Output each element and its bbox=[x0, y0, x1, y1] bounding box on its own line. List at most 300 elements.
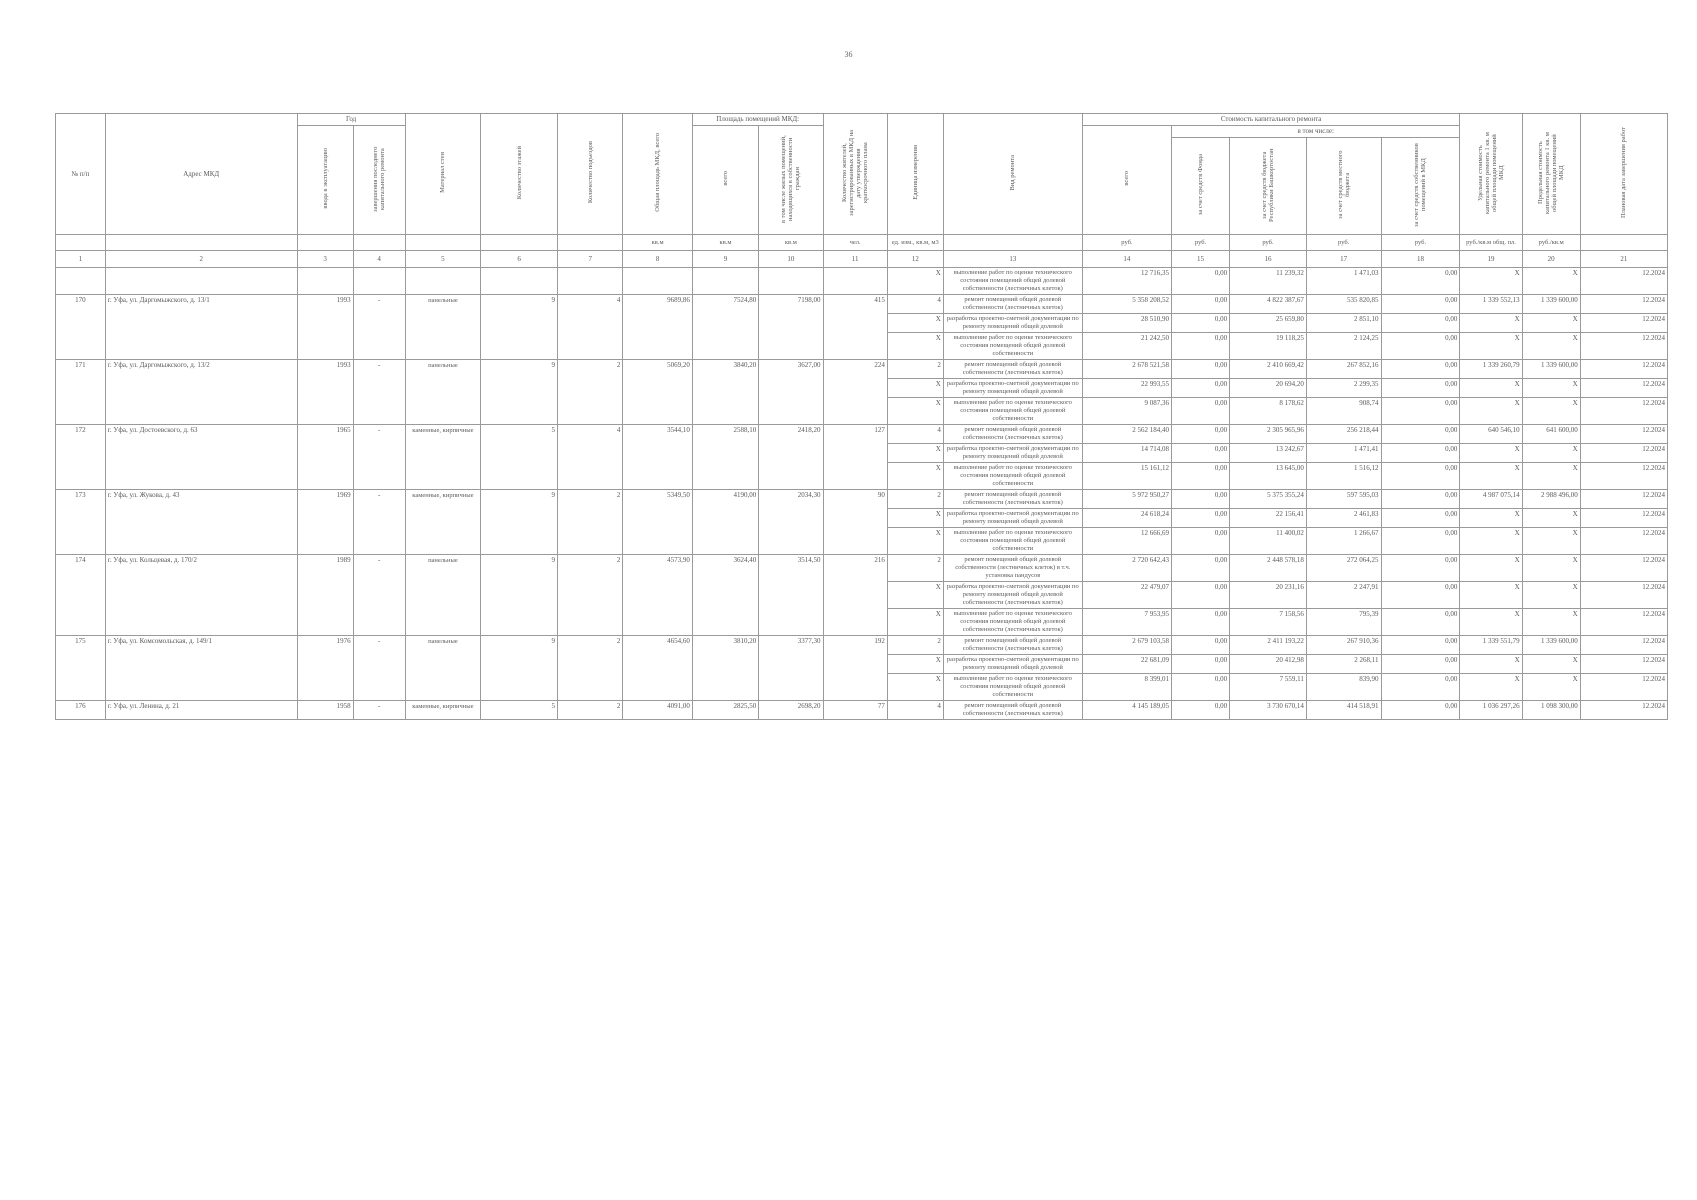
unit-cost-cell: X bbox=[1460, 379, 1522, 398]
col-area-residential: в том числе жилых помещений, находящихся в собственности граждан bbox=[759, 126, 823, 235]
plan-date-cell: 12.2024 bbox=[1580, 655, 1667, 674]
year-built-cell: 1976 bbox=[297, 636, 353, 701]
unit-cost-cell: X bbox=[1460, 609, 1522, 636]
repair-plan-sheet bbox=[55, 113, 1668, 720]
unit-cost-cell: X bbox=[1460, 674, 1522, 701]
unit-cell: руб. bbox=[1306, 235, 1381, 251]
limit-cost-cell: X bbox=[1522, 379, 1580, 398]
limit-cost-cell: X bbox=[1522, 444, 1580, 463]
repair-type-cell: ремонт помещений общей долевой собственности (лестничных клеток) bbox=[943, 360, 1082, 379]
residents-cell: 224 bbox=[823, 360, 887, 425]
col-cost-local: за счет средств местного бюджета bbox=[1306, 138, 1381, 235]
column-number-cell: 18 bbox=[1381, 251, 1460, 268]
area-residential-cell: 2698,20 bbox=[759, 701, 823, 720]
wall-material-cell: панельные bbox=[405, 360, 481, 425]
repair-type-cell: выполнение работ по оценке технического состояния помещений общей долевой собственности bbox=[943, 528, 1082, 555]
repair-type-cell: выполнение работ по оценке технического состояния помещений общей долевой собственности bbox=[943, 398, 1082, 425]
cost-total-cell: 22 681,09 bbox=[1082, 655, 1171, 674]
wall-material-cell: панельные bbox=[405, 636, 481, 701]
plan-date-cell: 12.2024 bbox=[1580, 490, 1667, 509]
residents-cell bbox=[823, 268, 887, 295]
cost-total-cell: 2 678 521,58 bbox=[1082, 360, 1171, 379]
cost-total-cell: 9 087,36 bbox=[1082, 398, 1171, 425]
cost-local-cell: 1 266,67 bbox=[1306, 528, 1381, 555]
house-address-cell: г. Уфа, ул. Ленина, д. 21 bbox=[105, 701, 297, 720]
repair-type-cell: ремонт помещений общей долевой собственности (лестничных клеток) bbox=[943, 701, 1082, 720]
cost-local-cell: 2 851,10 bbox=[1306, 314, 1381, 333]
area-total-cell: 3624,40 bbox=[692, 555, 758, 636]
cost-owners-cell: 0,00 bbox=[1381, 379, 1460, 398]
year-repair-cell: - bbox=[353, 701, 405, 720]
plan-date-cell: 12.2024 bbox=[1580, 701, 1667, 720]
cost-total-cell: 5 358 208,52 bbox=[1082, 295, 1171, 314]
year-repair-cell: - bbox=[353, 555, 405, 636]
entrances-cell: 4 bbox=[558, 425, 623, 490]
limit-cost-cell: X bbox=[1522, 555, 1580, 582]
unit-cost-cell: 1 339 552,13 bbox=[1460, 295, 1522, 314]
cost-republic-cell: 20 412,98 bbox=[1230, 655, 1307, 674]
table-row bbox=[56, 555, 1668, 582]
col-address: Адрес МКД bbox=[105, 114, 297, 235]
cost-total-cell: 4 145 189,05 bbox=[1082, 701, 1171, 720]
col-area-group: Площадь помещений МКД: bbox=[692, 114, 823, 126]
limit-cost-cell: 1 339 600,00 bbox=[1522, 295, 1580, 314]
col-incl: в том числе: bbox=[1172, 126, 1460, 138]
unit-cost-cell: X bbox=[1460, 555, 1522, 582]
residents-cell: 127 bbox=[823, 425, 887, 490]
wall-material-cell: каменные, кирпичные bbox=[405, 490, 481, 555]
house-address-cell bbox=[105, 268, 297, 295]
unit-cost-cell: X bbox=[1460, 268, 1522, 295]
cost-republic-cell: 25 659,80 bbox=[1230, 314, 1307, 333]
cost-total-cell: 2 720 642,43 bbox=[1082, 555, 1171, 582]
entrances-cell bbox=[558, 268, 623, 295]
year-repair-cell: - bbox=[353, 360, 405, 425]
total-area-cell bbox=[623, 268, 692, 295]
residents-cell: 90 bbox=[823, 490, 887, 555]
cost-fund-cell: 0,00 bbox=[1172, 398, 1230, 425]
plan-date-cell: 12.2024 bbox=[1580, 674, 1667, 701]
cost-local-cell: 839,90 bbox=[1306, 674, 1381, 701]
entrances-cell: 2 bbox=[558, 701, 623, 720]
unit-cell: кв.м bbox=[692, 235, 758, 251]
floors-cell: 5 bbox=[481, 701, 558, 720]
cost-local-cell: 2 268,11 bbox=[1306, 655, 1381, 674]
cost-local-cell: 414 518,91 bbox=[1306, 701, 1381, 720]
column-number-cell: 2 bbox=[105, 251, 297, 268]
cost-fund-cell: 0,00 bbox=[1172, 609, 1230, 636]
unit-cost-cell: 640 546,10 bbox=[1460, 425, 1522, 444]
cost-owners-cell: 0,00 bbox=[1381, 701, 1460, 720]
cost-owners-cell: 0,00 bbox=[1381, 314, 1460, 333]
plan-date-cell: 12.2024 bbox=[1580, 582, 1667, 609]
floors-cell bbox=[481, 268, 558, 295]
cost-fund-cell: 0,00 bbox=[1172, 444, 1230, 463]
cost-local-cell: 1 471,03 bbox=[1306, 268, 1381, 295]
year-built-cell: 1969 bbox=[297, 490, 353, 555]
plan-date-cell: 12.2024 bbox=[1580, 360, 1667, 379]
total-area-cell: 5349,50 bbox=[623, 490, 692, 555]
cost-fund-cell: 0,00 bbox=[1172, 314, 1230, 333]
limit-cost-cell: X bbox=[1522, 268, 1580, 295]
unit-cell: руб. bbox=[1230, 235, 1307, 251]
unit-cost-cell: X bbox=[1460, 314, 1522, 333]
cost-owners-cell: 0,00 bbox=[1381, 360, 1460, 379]
plan-date-cell: 12.2024 bbox=[1580, 333, 1667, 360]
house-number-cell: 176 bbox=[56, 701, 106, 720]
area-total-cell: 2825,50 bbox=[692, 701, 758, 720]
wall-material-cell: панельные bbox=[405, 555, 481, 636]
col-year-repair: завершения последнего капитального ремонта bbox=[353, 126, 405, 235]
unit-measure-cell: 2 bbox=[887, 360, 943, 379]
col-floors: Количество этажей bbox=[481, 114, 558, 235]
area-total-cell: 3840,20 bbox=[692, 360, 758, 425]
unit-cell bbox=[353, 235, 405, 251]
house-number-cell: 170 bbox=[56, 295, 106, 360]
col-entrances: Количество подъездов bbox=[558, 114, 623, 235]
unit-cost-cell: 1 036 297,26 bbox=[1460, 701, 1522, 720]
unit-cost-cell: 1 339 260,79 bbox=[1460, 360, 1522, 379]
cost-total-cell: 2 679 103,58 bbox=[1082, 636, 1171, 655]
house-address-cell: г. Уфа, ул. Достоевского, д. 63 bbox=[105, 425, 297, 490]
table-row bbox=[56, 295, 1668, 314]
year-repair-cell: - bbox=[353, 636, 405, 701]
cost-total-cell: 5 972 950,27 bbox=[1082, 490, 1171, 509]
year-built-cell: 1993 bbox=[297, 295, 353, 360]
col-plan-date: Плановая дата завершения работ bbox=[1580, 114, 1667, 235]
limit-cost-cell: X bbox=[1522, 655, 1580, 674]
repair-type-cell: выполнение работ по оценке технического состояния помещений общей долевой собственности bbox=[943, 333, 1082, 360]
cost-owners-cell: 0,00 bbox=[1381, 398, 1460, 425]
cost-republic-cell: 13 242,67 bbox=[1230, 444, 1307, 463]
column-number-cell: 20 bbox=[1522, 251, 1580, 268]
repair-type-cell: выполнение работ по оценке технического состояния помещений общей долевой собственности (лестничных клеток) bbox=[943, 268, 1082, 295]
column-number-cell: 6 bbox=[481, 251, 558, 268]
floors-cell: 9 bbox=[481, 636, 558, 701]
plan-date-cell: 12.2024 bbox=[1580, 555, 1667, 582]
column-number-cell: 8 bbox=[623, 251, 692, 268]
cost-fund-cell: 0,00 bbox=[1172, 674, 1230, 701]
year-built-cell: 1993 bbox=[297, 360, 353, 425]
unit-measure-cell: X bbox=[887, 655, 943, 674]
cost-total-cell: 14 714,08 bbox=[1082, 444, 1171, 463]
cost-republic-cell: 3 730 670,14 bbox=[1230, 701, 1307, 720]
wall-material-cell: каменные, кирпичные bbox=[405, 425, 481, 490]
unit-cell bbox=[405, 235, 481, 251]
repair-type-cell: ремонт помещений общей долевой собственности (лестничных клеток) bbox=[943, 295, 1082, 314]
col-total-area: Общая площадь МКД, всего bbox=[623, 114, 692, 235]
cost-republic-cell: 2 410 669,42 bbox=[1230, 360, 1307, 379]
plan-date-cell: 12.2024 bbox=[1580, 398, 1667, 425]
cost-total-cell: 28 510,90 bbox=[1082, 314, 1171, 333]
limit-cost-cell: X bbox=[1522, 528, 1580, 555]
col-cost-total: всего bbox=[1082, 126, 1171, 235]
wall-material-cell: панельные bbox=[405, 295, 481, 360]
unit-measure-cell: X bbox=[887, 674, 943, 701]
cost-total-cell: 2 562 184,40 bbox=[1082, 425, 1171, 444]
units-row bbox=[56, 235, 1668, 251]
floors-cell: 9 bbox=[481, 360, 558, 425]
column-number-cell: 17 bbox=[1306, 251, 1381, 268]
limit-cost-cell: X bbox=[1522, 582, 1580, 609]
unit-measure-cell: X bbox=[887, 463, 943, 490]
year-repair-cell: - bbox=[353, 490, 405, 555]
limit-cost-cell: X bbox=[1522, 509, 1580, 528]
house-number-cell: 171 bbox=[56, 360, 106, 425]
plan-date-cell: 12.2024 bbox=[1580, 463, 1667, 490]
unit-measure-cell: X bbox=[887, 398, 943, 425]
cost-republic-cell: 7 559,11 bbox=[1230, 674, 1307, 701]
col-idx: № п/п bbox=[56, 114, 106, 235]
cost-owners-cell: 0,00 bbox=[1381, 425, 1460, 444]
cost-fund-cell: 0,00 bbox=[1172, 701, 1230, 720]
unit-cell: руб./кв.м общ. пл. bbox=[1460, 235, 1522, 251]
year-repair-cell: - bbox=[353, 295, 405, 360]
unit-cell bbox=[297, 235, 353, 251]
limit-cost-cell: X bbox=[1522, 314, 1580, 333]
unit-measure-cell: X bbox=[887, 268, 943, 295]
unit-measure-cell: X bbox=[887, 379, 943, 398]
plan-date-cell: 12.2024 bbox=[1580, 444, 1667, 463]
unit-cell: руб./кв.м bbox=[1522, 235, 1580, 251]
plan-date-cell: 12.2024 bbox=[1580, 636, 1667, 655]
cost-total-cell: 8 399,01 bbox=[1082, 674, 1171, 701]
area-residential-cell bbox=[759, 268, 823, 295]
unit-measure-cell: 4 bbox=[887, 701, 943, 720]
unit-cell: чел. bbox=[823, 235, 887, 251]
house-number-cell: 172 bbox=[56, 425, 106, 490]
limit-cost-cell: 1 098 300,00 bbox=[1522, 701, 1580, 720]
cost-local-cell: 267 910,36 bbox=[1306, 636, 1381, 655]
cost-local-cell: 2 124,25 bbox=[1306, 333, 1381, 360]
cost-republic-cell: 11 400,02 bbox=[1230, 528, 1307, 555]
unit-cell: ед. изм., кв.м, м3 bbox=[887, 235, 943, 251]
unit-measure-cell: 2 bbox=[887, 555, 943, 582]
cost-fund-cell: 0,00 bbox=[1172, 655, 1230, 674]
entrances-cell: 2 bbox=[558, 636, 623, 701]
unit-cell: руб. bbox=[1381, 235, 1460, 251]
residents-cell: 192 bbox=[823, 636, 887, 701]
column-number-cell: 1 bbox=[56, 251, 106, 268]
area-residential-cell: 2034,30 bbox=[759, 490, 823, 555]
repair-type-cell: разработка проектно-сметной документации по ремонту помещений общей долевой bbox=[943, 509, 1082, 528]
col-repair-type: Вид ремонта bbox=[943, 114, 1082, 235]
limit-cost-cell: X bbox=[1522, 333, 1580, 360]
column-number-cell: 3 bbox=[297, 251, 353, 268]
col-residents: Количество жителей, зарегистрированных в МКД на дату утверждения краткосрочного плана bbox=[823, 114, 887, 235]
repair-type-cell: ремонт помещений общей долевой собственности (лестничных клеток) bbox=[943, 490, 1082, 509]
col-year-group: Год bbox=[297, 114, 405, 126]
cost-local-cell: 1 516,12 bbox=[1306, 463, 1381, 490]
total-area-cell: 9689,86 bbox=[623, 295, 692, 360]
limit-cost-cell: 1 339 600,00 bbox=[1522, 636, 1580, 655]
unit-cost-cell: 4 987 075,14 bbox=[1460, 490, 1522, 509]
limit-cost-cell: 1 339 600,00 bbox=[1522, 360, 1580, 379]
unit-cell bbox=[1580, 235, 1667, 251]
col-cost-fund: за счет средств Фонда bbox=[1172, 138, 1230, 235]
cost-owners-cell: 0,00 bbox=[1381, 555, 1460, 582]
cost-total-cell: 21 242,50 bbox=[1082, 333, 1171, 360]
repair-type-cell: разработка проектно-сметной документации по ремонту помещений общей долевой bbox=[943, 379, 1082, 398]
repair-type-cell: выполнение работ по оценке технического состояния помещений общей долевой собственности (лестничных клеток) bbox=[943, 609, 1082, 636]
col-area-total: всего bbox=[692, 126, 758, 235]
year-repair-cell: - bbox=[353, 425, 405, 490]
house-address-cell: г. Уфа, ул. Даргомыжского, д. 13/1 bbox=[105, 295, 297, 360]
cost-fund-cell: 0,00 bbox=[1172, 509, 1230, 528]
cost-local-cell: 535 820,85 bbox=[1306, 295, 1381, 314]
plan-date-cell: 12.2024 bbox=[1580, 314, 1667, 333]
col-cost-group: Стоимость капитального ремонта bbox=[1082, 114, 1460, 126]
year-repair-cell bbox=[353, 268, 405, 295]
column-number-cell: 14 bbox=[1082, 251, 1171, 268]
house-number-cell: 175 bbox=[56, 636, 106, 701]
floors-cell: 9 bbox=[481, 295, 558, 360]
unit-measure-cell: 2 bbox=[887, 490, 943, 509]
column-numbers-row bbox=[56, 251, 1668, 268]
column-number-cell: 15 bbox=[1172, 251, 1230, 268]
unit-cell: руб. bbox=[1172, 235, 1230, 251]
col-unit-measure: Единица измерения bbox=[887, 114, 943, 235]
repair-type-cell: ремонт помещений общей долевой собственности (лестничных клеток) bbox=[943, 636, 1082, 655]
limit-cost-cell: X bbox=[1522, 463, 1580, 490]
cost-local-cell: 256 218,44 bbox=[1306, 425, 1381, 444]
column-number-cell: 12 bbox=[887, 251, 943, 268]
year-built-cell: 1989 bbox=[297, 555, 353, 636]
cost-total-cell: 24 618,24 bbox=[1082, 509, 1171, 528]
cost-republic-cell: 8 178,62 bbox=[1230, 398, 1307, 425]
entrances-cell: 4 bbox=[558, 295, 623, 360]
unit-measure-cell: 2 bbox=[887, 636, 943, 655]
cost-owners-cell: 0,00 bbox=[1381, 463, 1460, 490]
floors-cell: 9 bbox=[481, 555, 558, 636]
table-row bbox=[56, 636, 1668, 655]
repair-type-cell: выполнение работ по оценке технического состояния помещений общей долевой собственности bbox=[943, 674, 1082, 701]
cost-fund-cell: 0,00 bbox=[1172, 555, 1230, 582]
column-number-cell: 19 bbox=[1460, 251, 1522, 268]
unit-measure-cell: 4 bbox=[887, 425, 943, 444]
plan-date-cell: 12.2024 bbox=[1580, 379, 1667, 398]
unit-measure-cell: X bbox=[887, 528, 943, 555]
table-row bbox=[56, 268, 1668, 295]
cost-fund-cell: 0,00 bbox=[1172, 268, 1230, 295]
cost-owners-cell: 0,00 bbox=[1381, 509, 1460, 528]
area-total-cell: 2588,10 bbox=[692, 425, 758, 490]
cost-owners-cell: 0,00 bbox=[1381, 582, 1460, 609]
residents-cell: 77 bbox=[823, 701, 887, 720]
column-number-cell: 4 bbox=[353, 251, 405, 268]
cost-local-cell: 272 064,25 bbox=[1306, 555, 1381, 582]
cost-total-cell: 22 479,07 bbox=[1082, 582, 1171, 609]
unit-cost-cell: X bbox=[1460, 655, 1522, 674]
col-year-built: ввода в эксплуатацию bbox=[297, 126, 353, 235]
year-built-cell: 1965 bbox=[297, 425, 353, 490]
repair-type-cell: разработка проектно-сметной документации по ремонту помещений общей долевой bbox=[943, 314, 1082, 333]
unit-cost-cell: X bbox=[1460, 509, 1522, 528]
house-number-cell bbox=[56, 268, 106, 295]
repair-type-cell: разработка проектно-сметной документации по ремонту помещений общей долевой собственности (лестничных клеток) bbox=[943, 582, 1082, 609]
cost-republic-cell: 7 158,56 bbox=[1230, 609, 1307, 636]
total-area-cell: 4091,00 bbox=[623, 701, 692, 720]
unit-measure-cell: 4 bbox=[887, 295, 943, 314]
cost-owners-cell: 0,00 bbox=[1381, 444, 1460, 463]
cost-republic-cell: 20 694,20 bbox=[1230, 379, 1307, 398]
residents-cell: 415 bbox=[823, 295, 887, 360]
unit-cell bbox=[56, 235, 106, 251]
column-number-cell: 9 bbox=[692, 251, 758, 268]
area-residential-cell: 3627,00 bbox=[759, 360, 823, 425]
cost-fund-cell: 0,00 bbox=[1172, 582, 1230, 609]
cost-fund-cell: 0,00 bbox=[1172, 528, 1230, 555]
col-material: Материал стен bbox=[405, 114, 481, 235]
column-number-cell: 21 bbox=[1580, 251, 1667, 268]
house-address-cell: г. Уфа, ул. Комсомольская, д. 149/1 bbox=[105, 636, 297, 701]
cost-owners-cell: 0,00 bbox=[1381, 609, 1460, 636]
cost-owners-cell: 0,00 bbox=[1381, 268, 1460, 295]
cost-republic-cell: 19 118,25 bbox=[1230, 333, 1307, 360]
entrances-cell: 2 bbox=[558, 490, 623, 555]
cost-owners-cell: 0,00 bbox=[1381, 636, 1460, 655]
cost-local-cell: 2 247,91 bbox=[1306, 582, 1381, 609]
unit-measure-cell: X bbox=[887, 314, 943, 333]
area-total-cell bbox=[692, 268, 758, 295]
col-limit-cost: Предельная стоимость капитального ремонта 1 кв. м общей площади помещений МКД bbox=[1522, 114, 1580, 235]
table-body bbox=[56, 268, 1668, 720]
limit-cost-cell: X bbox=[1522, 398, 1580, 425]
area-residential-cell: 7198,00 bbox=[759, 295, 823, 360]
unit-cell: кв.м bbox=[623, 235, 692, 251]
year-built-cell bbox=[297, 268, 353, 295]
house-address-cell: г. Уфа, ул. Даргомыжского, д. 13/2 bbox=[105, 360, 297, 425]
cost-owners-cell: 0,00 bbox=[1381, 333, 1460, 360]
house-address-cell: г. Уфа, ул. Жукова, д. 43 bbox=[105, 490, 297, 555]
cost-fund-cell: 0,00 bbox=[1172, 295, 1230, 314]
entrances-cell: 2 bbox=[558, 360, 623, 425]
page-number: 36 bbox=[844, 50, 853, 59]
cost-total-cell: 22 993,55 bbox=[1082, 379, 1171, 398]
area-residential-cell: 3514,50 bbox=[759, 555, 823, 636]
cost-local-cell: 1 471,41 bbox=[1306, 444, 1381, 463]
col-unit-cost: Удельная стоимость капитального ремонта 1 кв. м общей площади помещений МКД bbox=[1460, 114, 1522, 235]
column-number-cell: 16 bbox=[1230, 251, 1307, 268]
cost-total-cell: 12 716,35 bbox=[1082, 268, 1171, 295]
column-number-cell: 11 bbox=[823, 251, 887, 268]
wall-material-cell bbox=[405, 268, 481, 295]
plan-date-cell: 12.2024 bbox=[1580, 609, 1667, 636]
unit-measure-cell: X bbox=[887, 609, 943, 636]
column-number-cell: 7 bbox=[558, 251, 623, 268]
unit-cell bbox=[943, 235, 1082, 251]
limit-cost-cell: X bbox=[1522, 674, 1580, 701]
house-address-cell: г. Уфа, ул. Кольцевая, д. 170/2 bbox=[105, 555, 297, 636]
unit-cost-cell: 1 339 551,79 bbox=[1460, 636, 1522, 655]
total-area-cell: 4573,90 bbox=[623, 555, 692, 636]
cost-local-cell: 267 852,16 bbox=[1306, 360, 1381, 379]
cost-republic-cell: 2 448 578,18 bbox=[1230, 555, 1307, 582]
column-number-cell: 10 bbox=[759, 251, 823, 268]
unit-cell: кв.м bbox=[759, 235, 823, 251]
repair-type-cell: ремонт помещений общей долевой собственности (лестничных клеток) в т.ч. установка пандусов bbox=[943, 555, 1082, 582]
limit-cost-cell: 2 988 496,00 bbox=[1522, 490, 1580, 509]
cost-fund-cell: 0,00 bbox=[1172, 333, 1230, 360]
plan-date-cell: 12.2024 bbox=[1580, 425, 1667, 444]
area-total-cell: 4190,00 bbox=[692, 490, 758, 555]
cost-local-cell: 908,74 bbox=[1306, 398, 1381, 425]
house-number-cell: 173 bbox=[56, 490, 106, 555]
table-row bbox=[56, 360, 1668, 379]
cost-total-cell: 12 666,69 bbox=[1082, 528, 1171, 555]
unit-cost-cell: X bbox=[1460, 463, 1522, 490]
table-row bbox=[56, 490, 1668, 509]
